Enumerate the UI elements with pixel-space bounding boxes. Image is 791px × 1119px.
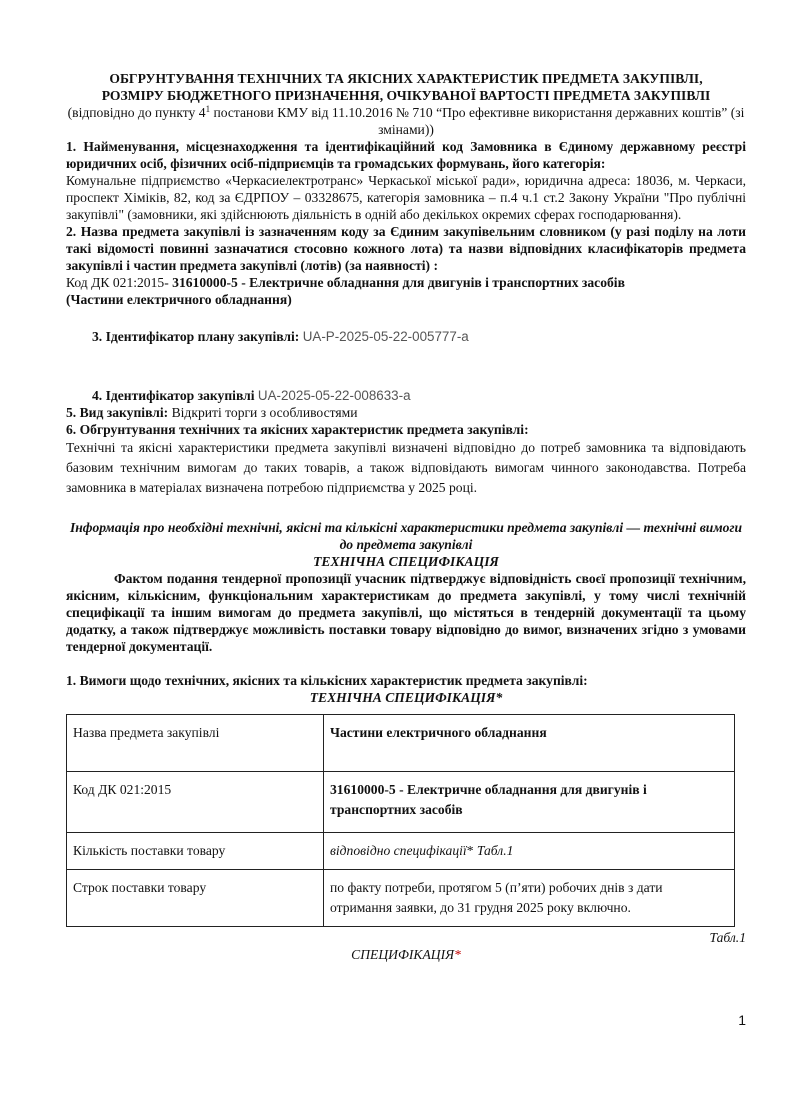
section5-label: 5. Вид закупівлі: bbox=[66, 405, 172, 420]
requirements-spec-title: ТЕХНІЧНА СПЕЦИФІКАЦІЯ* bbox=[309, 690, 503, 705]
specification-table bbox=[66, 714, 735, 927]
specification-title-text: СПЕЦИФІКАЦІЯ bbox=[351, 947, 455, 962]
plan-identifier: UA-P-2025-05-22-005777-a bbox=[302, 329, 469, 344]
document-title-line1: ОБГРУНТУВАННЯ ТЕХНІЧНИХ ТА ЯКІСНИХ ХАРАКТЕРИСТИК ПРЕДМЕТА ЗАКУПІВЛІ, bbox=[109, 71, 703, 86]
document-subtitle bbox=[66, 104, 746, 138]
table-cell-label: Назва предмета закупівлі bbox=[67, 715, 324, 772]
document-title-line2: РОЗМІРУ БЮДЖЕТНОГО ПРИЗНАЧЕННЯ, ОЧІКУВАНОЇ ВАРТОСТІ ПРЕДМЕТА ЗАКУПІВЛІ bbox=[101, 88, 711, 103]
requirements-heading: 1. Вимоги щодо технічних, якісних та кількісних характеристик предмета закупівлі: bbox=[66, 673, 588, 688]
quantity-text: відповідно специфікації bbox=[330, 843, 467, 858]
info-paragraph: Фактом подання тендерної пропозиції учасник підтверджує відповідність своєї пропозиції технічним, якісним, кількісним, функціональним характеристикам до предмета закупівлі, у тому числі технічній специфікації та іншим вимогам до предмета закупівлі, що містяться в тендерній документації та цьому додатку, а також підтверджує можливість поставки товару відповідно до вимог, визначених згідно з умовами тендерної документації. bbox=[66, 571, 746, 654]
subtitle-part-a: (відповідно до пункту 4 bbox=[67, 105, 206, 120]
quantity-table-ref: Табл.1 bbox=[473, 843, 514, 858]
table-cell-label: Код ДК 021:2015 bbox=[67, 772, 324, 833]
procurement-identifier: UA-2025-05-22-008633-a bbox=[257, 388, 411, 403]
table-row bbox=[67, 715, 735, 772]
info-spec-title: ТЕХНІЧНА СПЕЦИФІКАЦІЯ bbox=[313, 554, 499, 569]
section3-label: 3. Ідентифікатор плану закупівлі: bbox=[92, 329, 303, 344]
table-note: Табл.1 bbox=[709, 930, 746, 945]
table-row bbox=[67, 870, 735, 927]
section5-value: Відкриті торги з особливостями bbox=[171, 405, 358, 420]
table-cell-value: по факту потреби, протягом 5 (п’яти) робочих днів з дати отримання заявки, до 31 грудня 2025 року включно. bbox=[324, 870, 735, 927]
section1-heading: 1. Найменування, місцезнаходження та ідентифікаційний код Замовника в Єдиному державному реєстрі юридичних осіб, фізичних осіб-підприємців та громадських формувань, його категорія: bbox=[66, 139, 746, 171]
section1-text: Комунальне підприємство «Черкасиелектротранс» Черкаської міської ради», юридична адреса: 18036, м. Черкаси, проспект Хіміків, 82, код за ЄДРПОУ – 03328675, категорія замовника – п.4 ч.1 ст.2 Закону України "Про публічні закупівлі" (замовники, які здійснюють діяльність в одній або декількох окремих сферах господарювання). bbox=[66, 173, 746, 222]
section2-code-prefix: Код ДК 021:2015- bbox=[66, 275, 173, 290]
table-cell-value bbox=[324, 833, 735, 870]
quantity-star: * bbox=[466, 843, 474, 858]
page-number: 1 bbox=[738, 1012, 746, 1028]
section4-procurement-id bbox=[66, 387, 746, 404]
document-page bbox=[66, 70, 746, 963]
section5-type bbox=[66, 404, 746, 421]
specification-title-star: * bbox=[454, 947, 461, 962]
section2-code-value: 31610000-5 - Електричне обладнання для двигунів і транспортних засобів bbox=[172, 275, 625, 290]
info-heading: Інформація про необхідні технічні, якісні та кількісні характеристики предмета закупівлі — технічні вимоги до предмета закупівлі bbox=[69, 520, 743, 552]
subtitle-superscript: 1 bbox=[205, 104, 211, 114]
specification-title bbox=[66, 946, 746, 963]
section3-plan-id bbox=[66, 328, 746, 345]
table-row bbox=[67, 772, 735, 833]
section6-heading: 6. Обгрунтування технічних та якісних характеристик предмета закупівлі: bbox=[66, 422, 529, 437]
section2-heading: 2. Назва предмета закупівлі із зазначенням коду за Єдиним закупівельним словником (у разі поділу на лоти такі відомості повинні зазначатися стосовно кожного лота) та назви відповідних класифікаторів предмета закупівлі і частин предмета закупівлі (лотів) (за наявності) : bbox=[66, 224, 746, 273]
section4-label: 4. Ідентифікатор закупівлі bbox=[92, 388, 258, 403]
section2-code bbox=[66, 274, 746, 291]
section6-text: Технічні та якісні характеристики предмета закупівлі визначені відповідно до потреб замовника та відповідають базовим технічним вимогам до таких товарів, а також відповідають вимогам чинного законодавства. Потреба замовника в матеріалах визначена потребою підприємства у 2025 році. bbox=[66, 440, 746, 495]
table-row bbox=[67, 833, 735, 870]
table-cell-value: Частини електричного обладнання bbox=[324, 715, 735, 772]
subtitle-part-b: постанови КМУ від 11.10.2016 № 710 “Про ефективне використання державних коштів” (зі змінами)) bbox=[210, 105, 745, 137]
table-cell-value: 31610000-5 - Електричне обладнання для двигунів і транспортних засобів bbox=[324, 772, 735, 833]
table-cell-label: Кількість поставки товару bbox=[67, 833, 324, 870]
section2-parts: (Частини електричного обладнання) bbox=[66, 292, 292, 307]
table-cell-label: Строк поставки товару bbox=[67, 870, 324, 927]
